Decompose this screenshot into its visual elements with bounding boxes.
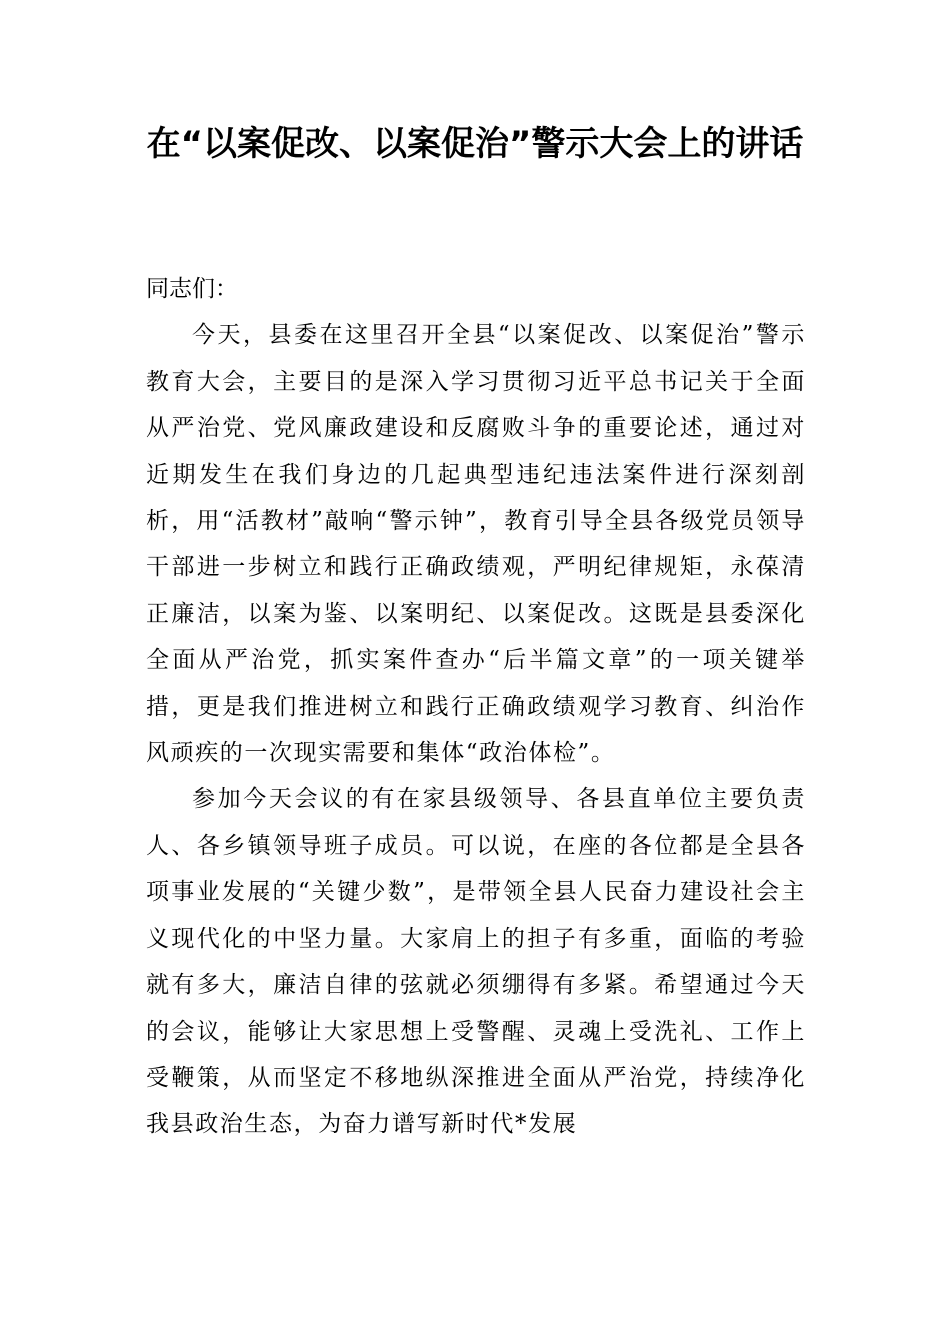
paragraph-2: 参加今天会议的有在家县级领导、各县直单位主要负责人、各乡镇领导班子成员。可以说，在座的各位都是全县各项事业发展的“关键少数”，是带领全县人民奋力建设社会主义现代化的中坚力量。大家肩上的担子有多重，面临的考验就有多大，廉洁自律的弦就必须绷得有多紧。希望通过今天的会议，能够让大家思想上受警醒、灵魂上受洗礼、工作上受鞭策，从而坚定不移地纵深推进全面从严治党，持续净化我县政治生态，为奋力谱写新时代*发展 <box>146 786 806 1138</box>
document-body <box>146 266 806 1148</box>
salutation: 同志们： <box>146 276 238 302</box>
paragraph-1: 今天，县委在这里召开全县“以案促改、以案促治”警示教育大会，主要目的是深入学习贯彻习近平总书记关于全面从严治党、党风廉政建设和反腐败斗争的重要论述，通过对近期发生在我们身边的几起典型违纪违法案件进行深刻剖析，用“活教材”敲响“警示钟”，教育引导全县各级党员领导干部进一步树立和践行正确政绩观，严明纪律规矩，永葆清正廉洁，以案为鉴、以案明纪、以案促改。这既是县委深化全面从严治党，抓实案件查办“后半篇文章”的一项关键举措，更是我们推进树立和践行正确政绩观学习教育、纠治作风顽疾的一次现实需要和集体“政治体检”。 <box>146 322 806 767</box>
document-title: 在“以案促改、以案促治”警示大会上的讲话 <box>146 124 804 164</box>
